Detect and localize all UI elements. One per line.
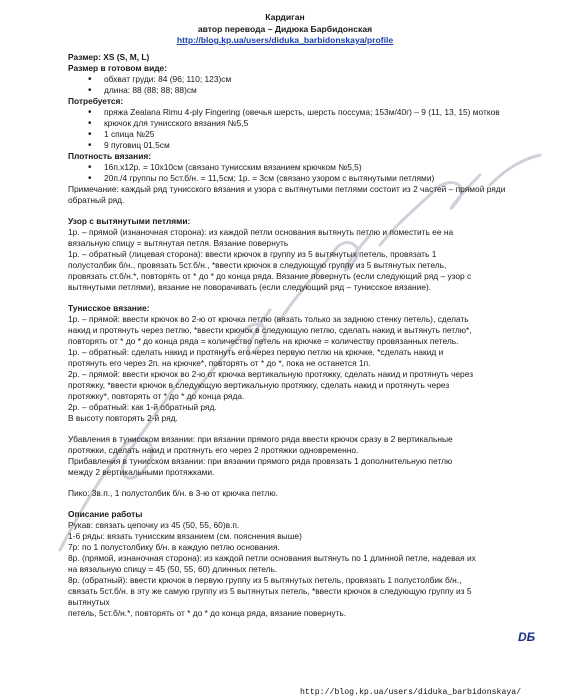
tunisian-line: В высоту повторять 2-й ряд. [68, 413, 178, 423]
list-item: • 1 спица №25 [88, 129, 518, 140]
tunisian-line: протянуть его через 2п. на крючке*, повторять от * до *, пока не останется 1п. [68, 358, 371, 368]
list-item: • обхват груди: 84 (96; 110; 123)см [88, 74, 518, 85]
note-paragraph: Примечание: каждый ряд тунисского вязания и узора с вытянутыми петлями состоит из 2 частей – прямой ряди обратный ряд. [68, 184, 506, 205]
tunisian-line: 1р. – обратный: сделать накид и протянуть его через первую петлю на крючке, *сделать накид и [68, 347, 444, 357]
pattern-heading: Узор с вытянутыми петлями: [68, 216, 191, 226]
picot-line: Пико: 3в.п., 1 полустолбик б/н. в 3-ю от крючка петлю. [68, 488, 278, 498]
pattern-line: вытянутыми петлями), вязание не поворачивать (если следующий ряд – тунисское вязание). [68, 282, 432, 292]
list-item: • длина: 88 (88; 88; 88)см [88, 85, 518, 96]
finished-size-list [68, 74, 518, 96]
list-item: • 20п./4 группы по 5ст.б/н. = 11,5см; 1р. = 3см (связано узором с вытянутыми петлями) [88, 173, 518, 184]
decrease-line: протяжки, сделать накид и протянуть его через 2 протяжки одновременно. [68, 445, 359, 455]
work-line: 8р. (обратный): ввести крючок в первую группу из 5 вытянутых петель, провязать 1 полустолбик б/н., [68, 575, 462, 585]
list-item: • 16п.x12р. = 10x10см (связано тунисским вязанием крючком №5,5) [88, 162, 518, 173]
work-line: 8р. (прямой, изнаночная сторона): из каждой петли основания вытянуть по 1 длинной петле, надевая их [68, 553, 476, 563]
gauge-label: Плотность вязания: [68, 151, 152, 161]
work-line: связать 5ст.б/н. в эту же самую группу из 5 вытянутых петель, *ввести крючок в следующую группу из 5 вытянутых [68, 586, 472, 607]
decrease-line: Убавления в тунисском вязании: при вязании прямого ряда ввести крючок сразу в 2 вертикальные [68, 434, 453, 444]
work-line: Рукав: связать цепочку из 45 (50, 55, 60)в.п. [68, 520, 240, 530]
footer-url: http://blog.kp.ua/users/diduka_barbidonskaya/ [300, 688, 522, 697]
tunisian-line: протяжку, *ввести крючок в следующую вертикальную протяжку, сделать накид и протянуть через [68, 380, 450, 390]
author-profile-link[interactable]: http://blog.kp.ua/users/diduka_barbidonskaya/profile [176, 35, 394, 45]
materials-list [68, 107, 518, 151]
finished-size-label: Размер в готовом виде: [68, 63, 167, 73]
work-line: 7р: по 1 полустолбику б/н. в каждую петлю основания. [68, 542, 280, 552]
pattern-line: провязать ст.б/н.*, повторять от * до * до конца ряда. Вязание повернуть (если следующий ряд – узор с [68, 271, 472, 281]
size-line: Размер: XS (S, M, L) [68, 52, 150, 62]
tunisian-line: 1р. – прямой: ввести крючок во 2-ю от крючка петлю (вязать только за заднюю стенку петель), сделать [68, 314, 469, 324]
list-item: • 9 пуговиц 01,5см [88, 140, 518, 151]
document-title: Кардиган [265, 12, 305, 22]
work-line: на вязальную спицу = 45 (50, 55, 60) длинных петель. [68, 564, 278, 574]
tunisian-line: протяжку*, повторять от * до * до конца ряда. [68, 391, 245, 401]
author-initials: DБ [518, 630, 536, 644]
pattern-line: вязальную спицу = вытянутая петля. Вязание повернуть [68, 238, 289, 248]
pattern-line: 1р. – обратный (лицевая сторона): ввести крючок в группу из 5 вытянутых петель, провязать 1 [68, 249, 437, 259]
tunisian-line: 2р. – обратный: как 1-й обратный ряд. [68, 402, 217, 412]
document-body [68, 52, 518, 619]
pattern-line: 1р. – прямой (изнаночная сторона): из каждой петли основания вытянуть петлю и поместить ее на [68, 227, 454, 237]
tunisian-heading: Тунисское вязание: [68, 303, 150, 313]
translation-author: автор перевода – Дидюка Барбидонская [197, 23, 373, 34]
pattern-line: полустолбик б/н., провязать 5ст.б/н., *ввести крючок в следующую группу из 5 вытянутых петель, [68, 260, 447, 270]
work-heading: Описание работы [68, 509, 143, 519]
list-item: • крючок для тунисского вязания №5,5 [88, 118, 518, 129]
work-line: петель, 5ст.б/н.*, повторять от * до * до конца ряда, вязание повернуть. [68, 608, 347, 618]
materials-label: Потребуется: [68, 96, 124, 106]
increase-line: Прибавления в тунисском вязании: при вязании прямого ряда провязать 1 дополнительную петлю [68, 456, 453, 466]
gauge-list [68, 162, 518, 184]
document-header [0, 12, 570, 47]
list-item: • пряжа Zealana Rimu 4-ply Fingering (овечья шерсть, шерсть поссума; 153м/40г) – 9 (11, 13, 15) мотков [88, 107, 504, 118]
tunisian-line: 2р. – прямой: ввести крючок во 2-ю от крючка вертикальную протяжку, сделать накид и протянуть через [68, 369, 474, 379]
tunisian-line: повторять от * до * до конца ряда = количество петель на крючке = количеству провязанных петель. [68, 336, 459, 346]
increase-line: между 2 вертикальными протяжками. [68, 467, 215, 477]
work-line: 1-6 ряды: вязать тунисским вязанием (см. пояснения выше) [68, 531, 302, 541]
tunisian-line: накид и протянуть через петлю, *ввести крючок в следующую петлю, сделать накид и вытянуть петлю*, [68, 325, 472, 335]
